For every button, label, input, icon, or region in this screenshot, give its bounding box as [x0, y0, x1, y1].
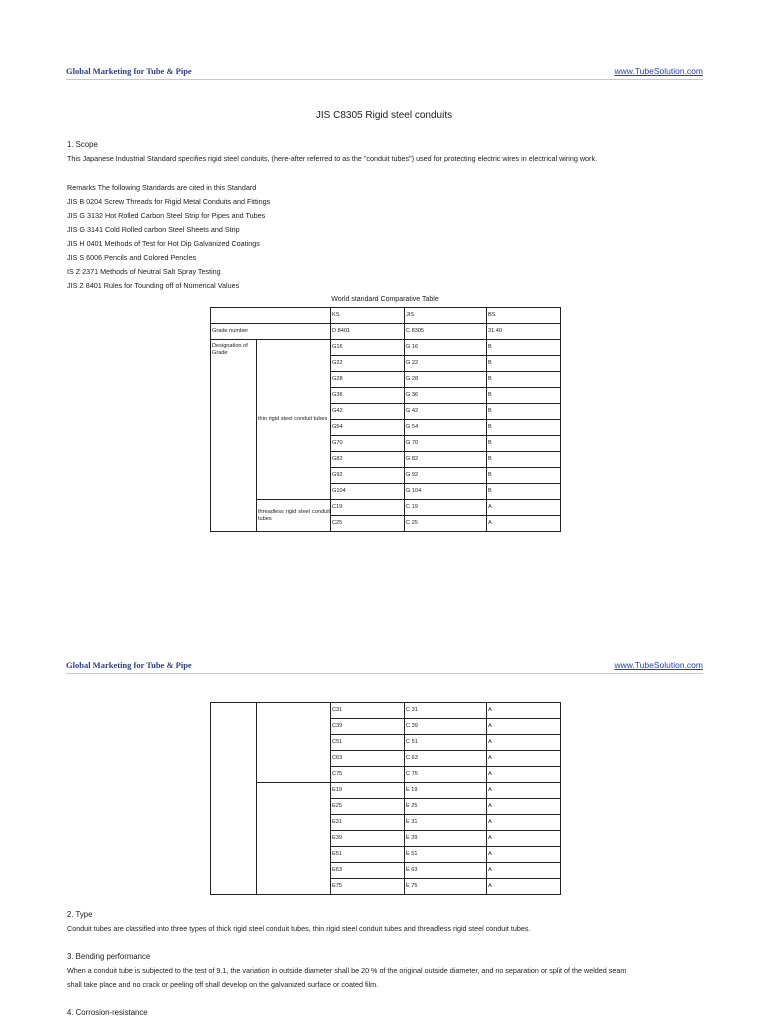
table-cell: B — [487, 372, 561, 388]
table-cell: E 19 — [405, 783, 487, 799]
bending-text: When a conduit tube is subjected to the test of 9.1, the variation in outside diameter shall be 20 % of the original outside diameter, and no separation or split of the welded seam — [67, 966, 627, 975]
table-cell: C39 — [331, 719, 405, 735]
table-cell: C 63 — [405, 751, 487, 767]
table-cell: G 104 — [405, 484, 487, 500]
table-cell: C63 — [331, 751, 405, 767]
table-cell: E75 — [331, 879, 405, 895]
table-cell: E25 — [331, 799, 405, 815]
table-cell: A — [487, 783, 561, 799]
table-cell: B — [487, 340, 561, 356]
table-cell: E 75 — [405, 879, 487, 895]
table-cell: A — [487, 703, 561, 719]
table-cell: E 63 — [405, 863, 487, 879]
table-cell: A — [487, 719, 561, 735]
type-heading: 2. Type — [67, 910, 93, 919]
table-cell: C 39 — [405, 719, 487, 735]
standard-item: JIS B 0204 Screw Threads for Rigid Metal Conduits and Fittings — [67, 197, 271, 206]
scope-text: This Japanese Industrial Standard specifies rigid steel conduits, (here-after referred to as the "conduit tubes") used for protecting electric wires in electrical wiring work. — [67, 154, 598, 163]
header-brand: Global Marketing for Tube & Pipe — [66, 660, 192, 670]
table-cell: 31.40 — [487, 324, 561, 340]
table-cell: G 54 — [405, 420, 487, 436]
table-cell: G 92 — [405, 468, 487, 484]
standard-item: JIS S 6006 Pencils and Colored Pencles — [67, 253, 197, 262]
bending-heading: 3. Bending performance — [67, 952, 151, 961]
table-cell — [211, 308, 331, 324]
page-header — [66, 660, 703, 674]
table-cell: G16 — [331, 340, 405, 356]
table-cell: D 8401 — [331, 324, 405, 340]
type-text: Conduit tubes are classified into three types of thick rigid steel conduit tubes, thin rigid steel conduit tubes and threadless rigid steel conduit tubes. — [67, 924, 531, 933]
threadless-conduit-label: threadless rigid steel conduit tubes — [257, 500, 331, 532]
table-cell: E 39 — [405, 831, 487, 847]
standard-item: JIS H 0401 Methods of Test for Hot Dip Galvanized Coatings — [67, 239, 260, 248]
table-cell: G36 — [331, 388, 405, 404]
comparative-table — [210, 307, 561, 532]
table-cell: G70 — [331, 436, 405, 452]
header-brand: Global Marketing for Tube & Pipe — [66, 66, 192, 76]
table-header-ks: KS — [331, 308, 405, 324]
table-cell: E 25 — [405, 799, 487, 815]
table-cell: A — [487, 879, 561, 895]
table-header-bs: BS — [487, 308, 561, 324]
scope-heading: 1. Scope — [67, 140, 98, 149]
table-row — [211, 703, 561, 719]
table-cell: G 16 — [405, 340, 487, 356]
corrosion-heading: 4. Corrosion-resistance — [67, 1008, 148, 1017]
table-cell: B — [487, 388, 561, 404]
table-cell: E 31 — [405, 815, 487, 831]
designation-label: Designation of Grade — [211, 340, 257, 532]
table-cell: C25 — [331, 516, 405, 532]
table-cell: E 51 — [405, 847, 487, 863]
table-cell: A — [487, 847, 561, 863]
table-cell — [211, 703, 257, 895]
standard-item: JIS G 3132 Hot Rolled Carbon Steel Strip for Pipes and Tubes — [67, 211, 266, 220]
table-cell: G 70 — [405, 436, 487, 452]
table-cell: G92 — [331, 468, 405, 484]
table-cell: C 25 — [405, 516, 487, 532]
table-cell — [257, 783, 331, 895]
table-cell: C 31 — [405, 703, 487, 719]
table-cell: G 82 — [405, 452, 487, 468]
table-cell: C 75 — [405, 767, 487, 783]
table-cell: B — [487, 436, 561, 452]
table-row — [211, 308, 561, 324]
table-row — [211, 783, 561, 799]
table-cell: A — [487, 751, 561, 767]
table-cell: E31 — [331, 815, 405, 831]
table-cell: E63 — [331, 863, 405, 879]
standard-item: IS Z 2371 Methods of Neutral Salt Spray Testing — [67, 267, 221, 276]
table-caption: World standard Comparative Table — [331, 296, 439, 303]
table-cell: G104 — [331, 484, 405, 500]
table-cell: A — [487, 516, 561, 532]
table-cell: B — [487, 356, 561, 372]
table-cell: A — [487, 735, 561, 751]
table-cell: G 36 — [405, 388, 487, 404]
document-title: JIS C8305 Rigid steel conduits — [315, 110, 453, 121]
table-cell: C19 — [331, 500, 405, 516]
table-cell: G42 — [331, 404, 405, 420]
thin-conduit-label: thin rigid steel conduit tubes — [257, 340, 331, 500]
table-cell: B — [487, 484, 561, 500]
table-cell: G28 — [331, 372, 405, 388]
table-cell: A — [487, 767, 561, 783]
table-cell: A — [487, 831, 561, 847]
table-row — [211, 324, 561, 340]
header-website-link[interactable]: www.TubeSolution.com — [614, 66, 703, 76]
page-header — [66, 66, 703, 80]
header-divider — [66, 79, 703, 80]
remarks-text: Remarks The following Standards are cited in this Standard — [67, 183, 257, 192]
table-cell: A — [487, 815, 561, 831]
table-cell: B — [487, 452, 561, 468]
table-cell: C 8305 — [405, 324, 487, 340]
table-cell: A — [487, 863, 561, 879]
table-cell: C51 — [331, 735, 405, 751]
table-cell: G82 — [331, 452, 405, 468]
table-cell: C 51 — [405, 735, 487, 751]
table-cell: B — [487, 404, 561, 420]
table-cell: G 28 — [405, 372, 487, 388]
table-cell: C31 — [331, 703, 405, 719]
header-divider — [66, 673, 703, 674]
table-cell: A — [487, 500, 561, 516]
standard-item: JIS G 3141 Cold Rolled carbon Steel Sheets and Strip — [67, 225, 240, 234]
table-cell: B — [487, 420, 561, 436]
table-cell: E19 — [331, 783, 405, 799]
table-row — [211, 500, 561, 516]
comparative-table-continued — [210, 702, 561, 895]
table-cell: G 42 — [405, 404, 487, 420]
bending-text: shall take place and no crack or peeling off shall develop on the galvanized surface or coated film. — [67, 980, 379, 989]
table-cell: G 22 — [405, 356, 487, 372]
table-row — [211, 340, 561, 356]
table-cell: E39 — [331, 831, 405, 847]
table-header-jis: JIS — [405, 308, 487, 324]
table-cell — [257, 703, 331, 783]
table-cell: B — [487, 468, 561, 484]
table-cell: G22 — [331, 356, 405, 372]
table-cell: C 19 — [405, 500, 487, 516]
header-website-link[interactable]: www.TubeSolution.com — [614, 660, 703, 670]
table-cell: A — [487, 799, 561, 815]
grade-number-label: Grade number — [211, 324, 331, 340]
table-cell: E51 — [331, 847, 405, 863]
table-cell: G54 — [331, 420, 405, 436]
standard-item: JIS Z 8401 Rules for Tounding off of Numerical Values — [67, 281, 240, 290]
table-cell: C75 — [331, 767, 405, 783]
